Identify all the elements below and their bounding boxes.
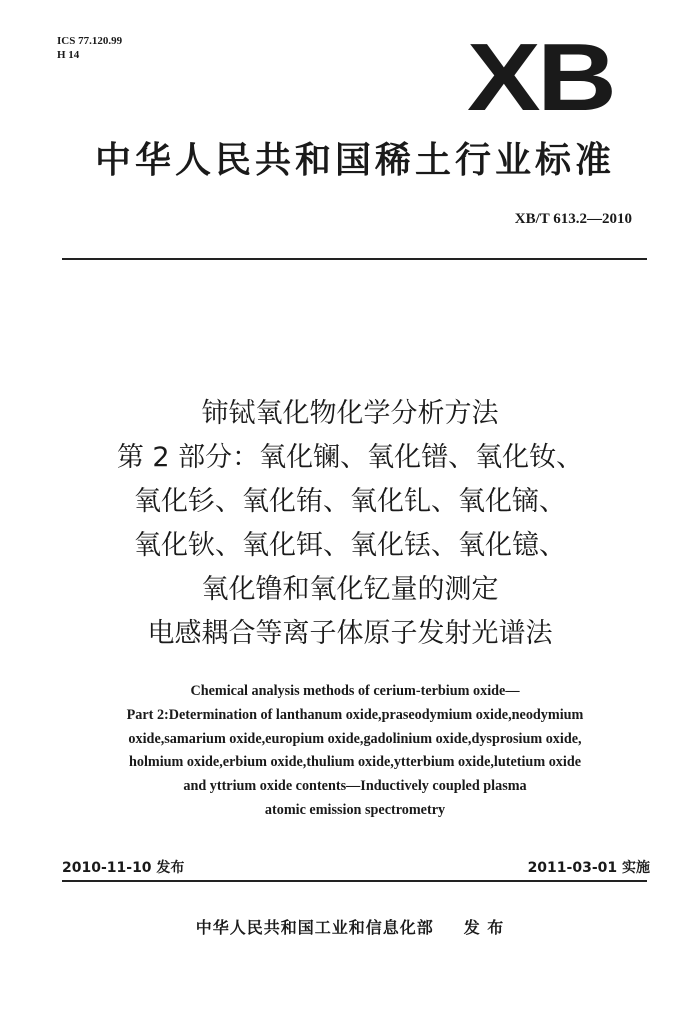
publisher-action: 发 布 [463, 918, 505, 937]
standard-title: 中华人民共和国稀土行业标准 [94, 140, 615, 181]
category-code: H 14 [57, 49, 80, 61]
implementation-date: 2011-03-01 实施 [527, 860, 650, 876]
chinese-title-line: 铈铽氧化物化学分析方法 [201, 398, 499, 429]
english-title-line: Chemical analysis methods of cerium-terbium oxide— [190, 683, 520, 699]
english-title-line: holmium oxide,erbium oxide,thulium oxide,ytterbium oxide,lutetium oxide [128, 754, 582, 771]
chinese-title-line: 第 2 部分：氧化镧、氧化镨、氧化钕、 [116, 442, 584, 473]
issue-date: 2010-11-10 发布 [62, 860, 185, 876]
chinese-title-line: 氧化钬、氧化铒、氧化铥、氧化镱、 [134, 530, 566, 561]
ics-code-block [57, 34, 122, 62]
top-divider [62, 258, 647, 260]
standard-number: XB/T 613.2—2010 [514, 211, 632, 227]
chinese-title-line: 电感耦合等离子体原子发射光谱法 [147, 618, 553, 649]
english-title [40, 680, 670, 823]
ics-code: ICS 77.120.99 [57, 35, 123, 47]
xb-logo: XB [467, 24, 614, 131]
english-title-line: Part 2:Determination of lanthanum oxide,praseodymium oxide,neodymium [126, 706, 584, 723]
english-title-line: atomic emission spectrometry [264, 801, 446, 818]
chinese-title-line: 氧化镥和氧化钇量的测定 [201, 574, 499, 605]
publisher-line [0, 918, 700, 938]
english-title-line: oxide,samarium oxide,europium oxide,gadolinium oxide,dysprosium oxide, [128, 730, 582, 747]
chinese-title-line: 氧化钐、氧化铕、氧化钆、氧化镝、 [134, 486, 566, 517]
publisher-name: 中华人民共和国工业和信息化部 [195, 918, 434, 937]
english-title-line: and yttrium oxide contents—Inductively coupled plasma [183, 778, 527, 795]
chinese-title [40, 392, 660, 656]
bottom-divider [62, 880, 647, 882]
